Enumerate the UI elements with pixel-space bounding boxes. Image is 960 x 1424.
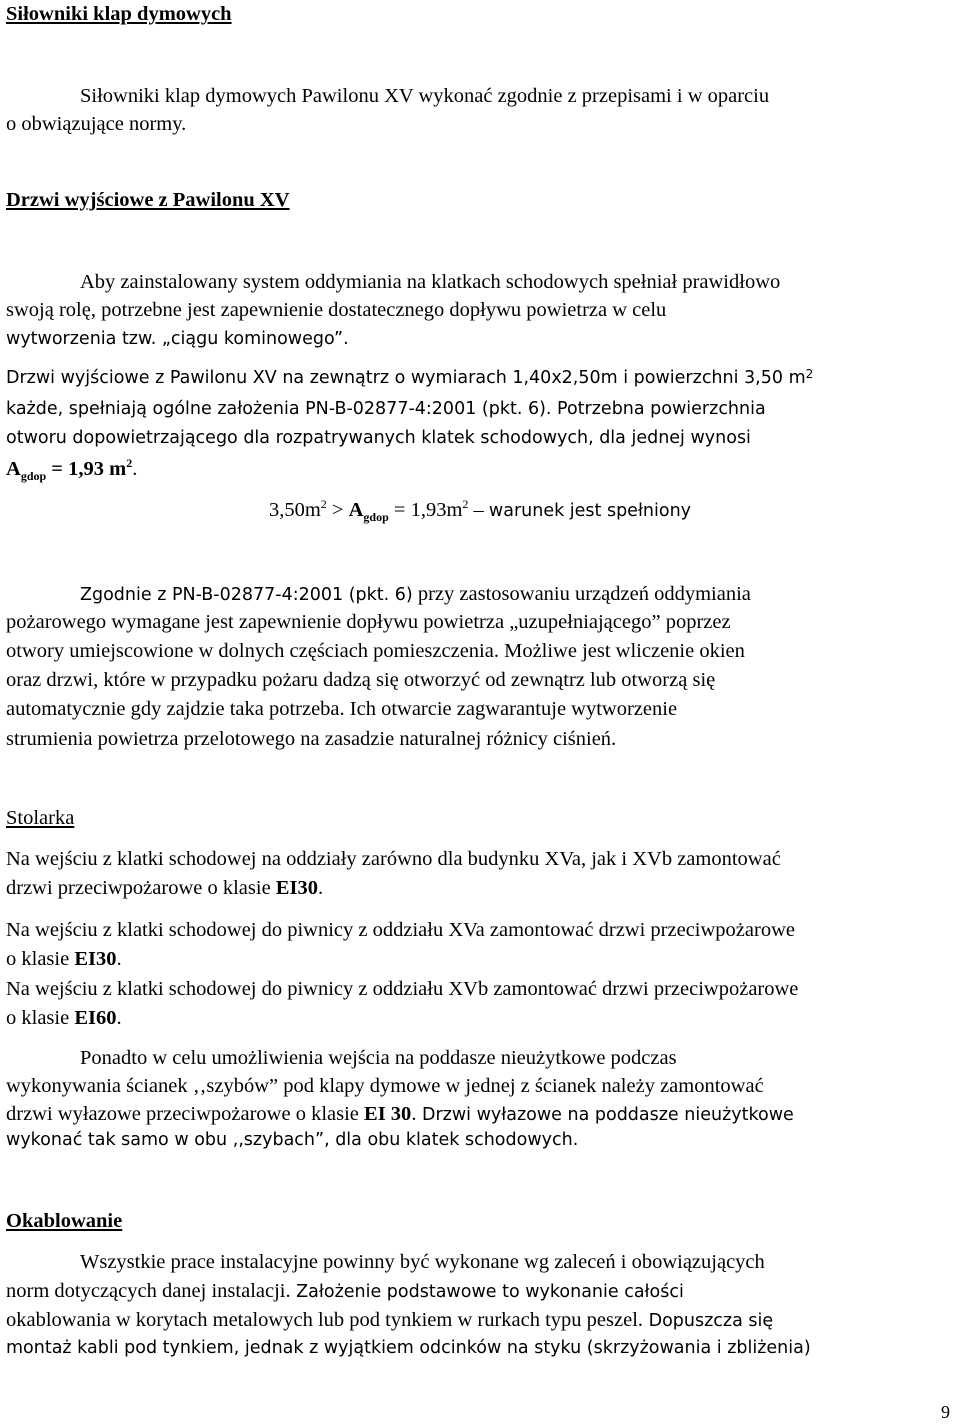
section-heading-silowniki: Siłowniki klap dymowych	[6, 3, 232, 25]
paragraph-line: oraz drzwi, które w przypadku pożaru dadzą się otworzyć od zewnątrz lub otworzą się	[6, 669, 716, 691]
section-heading-drzwi-wyjsciowe: Drzwi wyjściowe z Pawilonu XV	[6, 189, 290, 211]
paragraph-line	[6, 1310, 773, 1331]
text-run: każde, spełniają ogólne założenia	[6, 399, 306, 419]
text-run: Możliwe jest wliczenie okien	[498, 640, 745, 662]
fire-class: EI 30	[364, 1103, 412, 1125]
text-run: .	[116, 1007, 122, 1029]
text-run: otwory umiejscowione w dolnych częściach pomieszczenia.	[6, 640, 499, 662]
superscript: 2	[805, 367, 814, 381]
formula-part: >	[326, 499, 349, 521]
subscript: gdop	[20, 469, 47, 484]
text-run: Potrzebna powierzchnia	[551, 399, 766, 419]
formula-part: –	[468, 499, 489, 521]
text-run: = 1,93 m	[46, 458, 127, 480]
paragraph-line: montaż kabli pod tynkiem, jednak z wyjątkiem odcinków na styku (skrzyżowania i zbliżenia)	[6, 1338, 811, 1358]
area-value-line	[6, 456, 138, 484]
text-run: .	[116, 948, 122, 970]
section-heading-okablowanie: Okablowanie	[6, 1210, 123, 1232]
paragraph-line: Siłowniki klap dymowych Pawilonu XV wykonać zgodnie z przepisami i w oparciu	[80, 85, 770, 107]
paragraph-line	[6, 1104, 794, 1125]
paragraph-line: Aby zainstalowany system oddymiania na klatkach schodowych spełniał prawidłowo	[80, 271, 781, 293]
paragraph-line: wykonywania ścianek ‚‚szybów” pod klapy dymowe w jednej z ścianek należy zamontować	[6, 1075, 764, 1097]
superscript: 2	[320, 497, 327, 511]
paragraph-line: otworu dopowietrzającego dla rozpatrywanych klatek schodowych, dla jednej wynosi	[6, 428, 751, 448]
section-heading-stolarka: Stolarka	[6, 807, 75, 829]
text-run: Zgodnie z PN-B-02877-4:2001 (pkt. 6)	[80, 585, 413, 605]
paragraph-line: pożarowego wymagane jest zapewnienie dopływu powietrza „uzupełniającego” poprzez	[6, 611, 731, 633]
text-run: o klasie	[6, 948, 75, 970]
paragraph-line: Wszystkie prace instalacyjne powinny być wykonane wg zaleceń i obowiązujących	[80, 1251, 765, 1273]
paragraph-line	[6, 878, 323, 899]
text-run: Drzwi wyłazowe na poddasze nieużytkowe	[416, 1105, 794, 1125]
superscript: 2	[462, 497, 469, 511]
paragraph-line	[80, 584, 751, 605]
paragraph-line: Na wejściu z klatki schodowej do piwnicy z oddziału XVa zamontować drzwi przeciwpożarowe	[6, 919, 795, 941]
subscript: gdop	[363, 510, 389, 525]
text-run: Ich otwarcie zagwarantuje wytworzenie	[344, 698, 678, 720]
paragraph-line: Ponadto w celu umożliwienia wejścia na poddasze nieużytkowe podczas	[80, 1047, 677, 1069]
text-run: norm dotyczących danej instalacji.	[6, 1280, 291, 1302]
standard-reference: PN-B-02877-4:2001 (pkt. 6).	[305, 399, 552, 419]
text-run: o klasie	[6, 1007, 75, 1029]
paragraph-line: swoją rolę, potrzebne jest zapewnienie dostatecznego dopływu powietrza w celu	[6, 299, 667, 321]
formula-part: = 1,93m	[388, 499, 463, 521]
text-run: Drzwi wyjściowe z Pawilonu XV na zewnątrz o wymiarach 1,40x2,50m i powierzchni 3,50 m	[6, 368, 806, 388]
text-run: drzwi przeciwpożarowe o klasie	[6, 877, 276, 899]
text-run: drzwi wyłazowe przeciwpożarowe o klasie	[6, 1103, 365, 1125]
paragraph-line	[6, 401, 766, 419]
formula-line	[0, 497, 960, 525]
fire-class: EI60	[74, 1007, 117, 1029]
formula-part: warunek jest spełniony	[488, 501, 692, 521]
paragraph-line: o obwiązujące normy.	[6, 113, 187, 135]
paragraph-line	[6, 949, 122, 970]
paragraph-line	[6, 1008, 122, 1029]
paragraph-line: strumienia powietrza przelotowego na zasadzie naturalnej różnicy ciśnień.	[6, 728, 617, 750]
paragraph-line	[6, 367, 814, 388]
paragraph-line	[6, 1281, 684, 1302]
text-run: Dopuszcza się	[643, 1311, 774, 1331]
fire-class: EI30	[275, 877, 318, 899]
symbol-a: A	[6, 458, 21, 480]
symbol-a: A	[348, 499, 364, 521]
formula-part: 3,50m	[268, 499, 321, 521]
text-run: Założenie podstawowe to wykonanie całości	[290, 1282, 684, 1302]
superscript: 2	[126, 456, 133, 470]
text-run: .	[132, 458, 138, 480]
paragraph-line: Na wejściu z klatki schodowej do piwnicy z oddziału XVb zamontować drzwi przeciwpożarowe	[6, 978, 799, 1000]
text-run: okablowania w korytach metalowych lub pod tynkiem w rurkach typu peszel.	[6, 1309, 644, 1331]
fire-class: EI30	[74, 948, 117, 970]
paragraph-line	[6, 641, 745, 662]
paragraph-line: Na wejściu z klatki schodowej na oddziały zarówno dla budynku XVa, jak i XVb zamontować	[6, 848, 781, 870]
paragraph-line: wytworzenia tzw. „ciągu kominowego”.	[6, 329, 349, 349]
paragraph-line	[6, 699, 677, 720]
text-run: przy zastosowaniu urządzeń oddymiania	[412, 583, 751, 605]
page-number: 9	[941, 1402, 950, 1422]
text-run: automatycznie gdy zajdzie taka potrzeba.	[6, 698, 345, 720]
text-run: .	[317, 877, 324, 899]
paragraph-line: wykonać tak samo w obu ‚‚szybach”, dla obu klatek schodowych.	[6, 1130, 579, 1150]
text-run: .	[411, 1103, 417, 1125]
